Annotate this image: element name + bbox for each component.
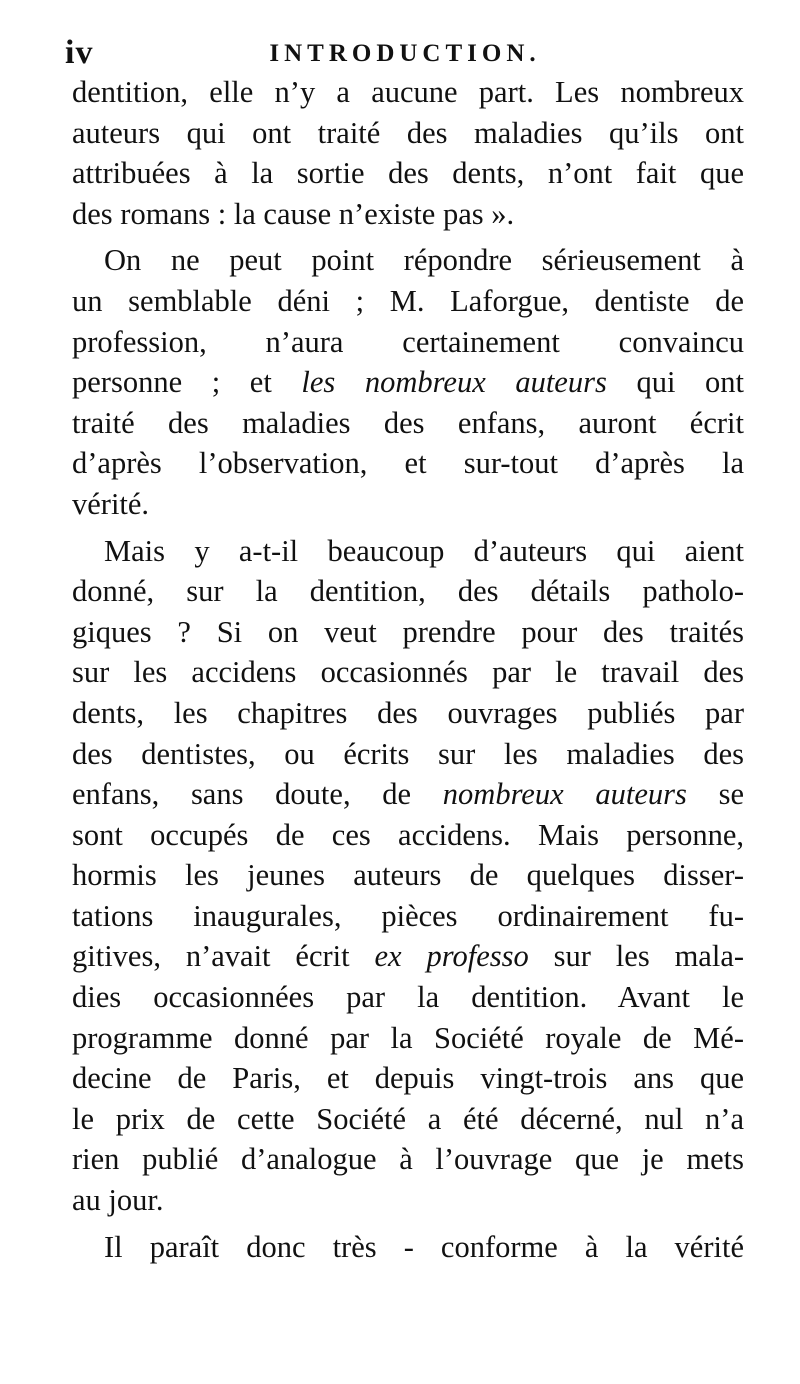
- text-line: decine de Paris, et depuis vingt-trois ans que: [72, 1061, 744, 1096]
- text-line: au jour.: [72, 1183, 164, 1218]
- text-line: sont occupés de ces accidens. Mais personne,: [72, 817, 744, 852]
- text-line: Il paraît donc très - conforme à la vérité: [104, 1229, 744, 1264]
- paragraph: [72, 240, 744, 524]
- italic-text: nombreux auteurs: [442, 777, 687, 812]
- text-line: le prix de cette Société a été décerné, nul n’a: [72, 1101, 744, 1136]
- paragraph: [72, 531, 744, 1221]
- text-line: giques ? Si on veut prendre pour des traités: [72, 614, 744, 649]
- text-line: traité des maladies des enfans, auront écrit: [72, 405, 744, 440]
- text-line: des romans : la cause n’existe pas ».: [72, 196, 515, 231]
- paragraph: [72, 72, 744, 234]
- text-line: [72, 362, 744, 403]
- text-line: [72, 936, 744, 977]
- text-run: enfans, sans doute, de: [72, 777, 443, 812]
- running-head: INTRODUCTION.: [269, 40, 541, 67]
- text-line: profession, n’aura certainement convaincu: [72, 324, 744, 359]
- italic-text: ex professo: [374, 939, 529, 974]
- text-run: gitives, n’avait écrit: [72, 939, 375, 974]
- text-line: auteurs qui ont traité des maladies qu’ils ont: [72, 115, 744, 150]
- text-run: se: [686, 777, 744, 812]
- text-line: hormis les jeunes auteurs de quelques disser-: [72, 858, 744, 893]
- text-line: un semblable déni ; M. Laforgue, dentiste de: [72, 283, 744, 318]
- text-line: attribuées à la sortie des dents, n’ont fait que: [72, 156, 744, 191]
- text-line: dents, les chapitres des ouvrages publiés par: [72, 695, 744, 730]
- text-line: sur les accidens occasionnés par le travail des: [72, 655, 744, 690]
- italic-text: les nombreux auteurs: [301, 365, 607, 400]
- page-number: iv: [65, 34, 94, 71]
- text-line: tations inaugurales, pièces ordinairement fu-: [72, 898, 744, 933]
- text-line: programme donné par la Société royale de Mé-: [72, 1020, 744, 1055]
- text-line: dentition, elle n’y a aucune part. Les nombreux: [72, 75, 744, 109]
- text-run: personne ; et: [72, 365, 302, 400]
- page-header: [65, 30, 745, 70]
- page-body: [72, 72, 744, 1267]
- text-line: vérité.: [72, 486, 150, 521]
- text-run: sur les mala-: [528, 939, 745, 974]
- text-line: On ne peut point répondre sérieusement à: [104, 243, 744, 278]
- text-run: qui ont: [606, 365, 744, 400]
- text-line: d’après l’observation, et sur-tout d’après la: [72, 446, 744, 481]
- text-line: [72, 774, 744, 815]
- text-line: dies occasionnées par la dentition. Avant le: [72, 980, 744, 1015]
- text-line: rien publié d’analogue à l’ouvrage que je mets: [72, 1142, 744, 1177]
- text-line: Mais y a-t-il beaucoup d’auteurs qui aient: [104, 533, 744, 568]
- paragraph: [72, 1227, 744, 1268]
- text-line: donné, sur la dentition, des détails patholo-: [72, 574, 744, 609]
- text-line: des dentistes, ou écrits sur les maladies des: [72, 736, 744, 771]
